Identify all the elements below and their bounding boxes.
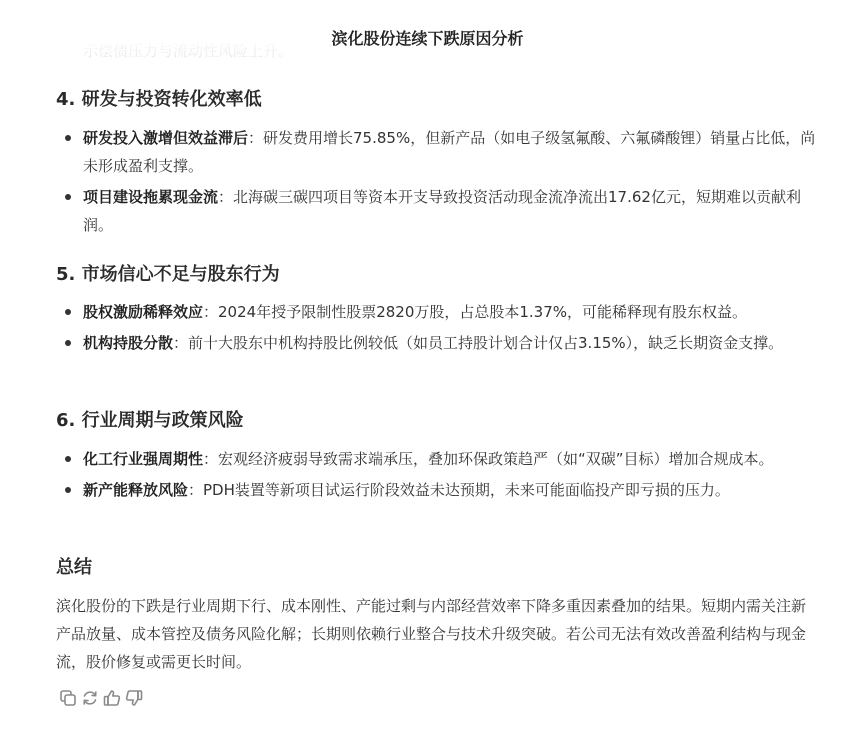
item-text: ：前十大股东中机构持股比例较低（如员工持股计划合计仅占3.15%），缺乏长期资金支撑。 [173, 334, 784, 352]
regenerate-button[interactable] [80, 688, 100, 708]
bullet-icon [65, 194, 71, 200]
summary-heading: 总结 [56, 557, 92, 578]
item-term: 机构持股分散 [83, 334, 174, 352]
section-heading-6: 6. 行业周期与政策风险 [56, 410, 244, 431]
item-text: ：宏观经济疲弱导致需求端承压，叠加环保政策趋严（如“双碳”目标）增加合规成本。 [203, 450, 774, 468]
message-actions [58, 688, 144, 708]
bullet-icon [65, 456, 71, 462]
item-text: ：2024年授予限制性股票2820万股，占总股本1.37%，可能稀释现有股东权益。 [203, 303, 748, 321]
section-heading-4: 4. 研发与投资转化效率低 [56, 89, 262, 110]
bullet-icon [65, 309, 71, 315]
list-item [56, 329, 816, 357]
item-text: ：研发费用增长75.85%，但新产品（如电子级氢氟酸、六氟磷酸锂）销量占比低，尚未形成盈利支撑。 [83, 129, 816, 175]
bullet-icon [65, 487, 71, 493]
item-term: 研发投入激增但效益滞后 [83, 129, 249, 147]
thumbs-up-icon [102, 688, 122, 708]
header-bar [0, 0, 855, 58]
item-term: 股权激励稀释效应 [83, 303, 204, 321]
list-item [56, 476, 816, 504]
copy-button[interactable] [58, 688, 78, 708]
item-text: ：PDH装置等新项目试运行阶段效益未达预期，未来可能面临投产即亏损的压力。 [188, 481, 730, 499]
section-list-5 [56, 298, 816, 360]
dislike-button[interactable] [124, 688, 144, 708]
list-item [56, 124, 816, 180]
item-term: 项目建设拖累现金流 [83, 188, 219, 206]
thumbs-down-icon [124, 688, 144, 708]
section-list-4 [56, 124, 816, 242]
item-term: 新产能释放风险 [83, 481, 189, 499]
page-title: 滨化股份连续下跌原因分析 [331, 29, 524, 48]
list-item [56, 445, 816, 473]
bullet-icon [65, 135, 71, 141]
section-list-6 [56, 445, 816, 507]
list-item [56, 298, 816, 326]
item-term: 化工行业强周期性 [83, 450, 204, 468]
item-text: ：北海碳三碳四项目等资本开支导致投资活动现金流净流出17.62亿元，短期难以贡献利润。 [83, 188, 801, 234]
list-item [56, 183, 816, 239]
bullet-icon [65, 340, 71, 346]
refresh-icon [80, 688, 100, 708]
like-button[interactable] [102, 688, 122, 708]
summary-text: 滨化股份的下跌是行业周期下行、成本刚性、产能过剩与内部经营效率下降多重因素叠加的结果。短期内需关注新产品放量、成本管控及债务风险化解；长期则依赖行业整合与技术升级突破。若公司无法有效改善盈利结构与现金流，股价修复或需更长时间。 [56, 597, 807, 671]
section-heading-5: 5. 市场信心不足与股东行为 [56, 264, 280, 285]
copy-icon [58, 688, 78, 708]
